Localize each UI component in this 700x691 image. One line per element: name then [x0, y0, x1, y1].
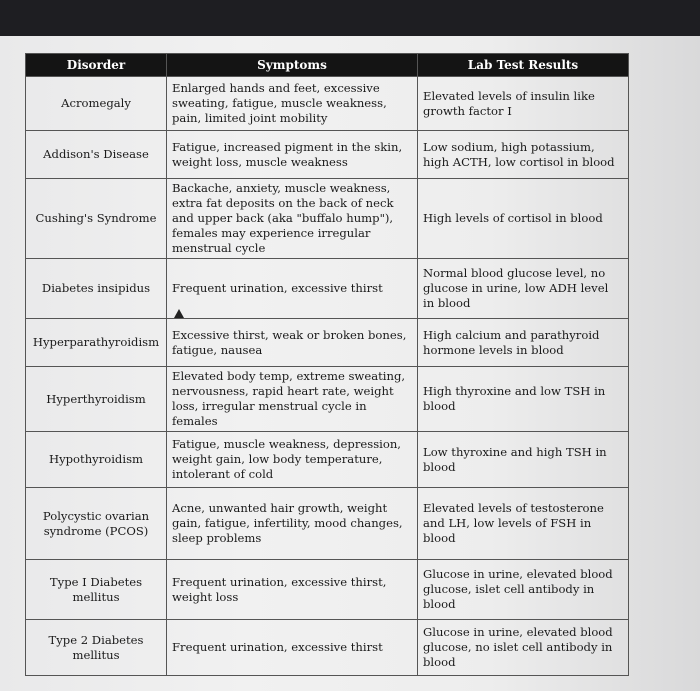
table-row [26, 560, 629, 620]
symptoms-cell: Fatigue, muscle weakness, depression, weight gain, low body temperature, intolerant of cold [167, 432, 418, 488]
lab-results-cell: Glucose in urine, elevated blood glucose, no islet cell antibody in blood [418, 620, 629, 676]
disorder-cell: Type I Diabetes mellitus [26, 560, 167, 620]
symptoms-cell: Frequent urination, excessive thirst, weight loss [167, 560, 418, 620]
table-row [26, 179, 629, 259]
header-symptoms: Symptoms [167, 54, 418, 77]
table-row [26, 131, 629, 179]
table-row [26, 620, 629, 676]
table-row [26, 319, 629, 367]
symptoms-cell: Elevated body temp, extreme sweating, nervousness, rapid heart rate, weight loss, irregular menstrual cycle in females [167, 367, 418, 432]
symptoms-cell: Excessive thirst, weak or broken bones, fatigue, nausea [167, 319, 418, 367]
table-row [26, 367, 629, 432]
symptoms-cell: Backache, anxiety, muscle weakness, extra fat deposits on the back of neck and upper back (aka "buffalo hump"), females may experience irregular menstrual cycle [167, 179, 418, 259]
symptoms-cell: Enlarged hands and feet, excessive sweating, fatigue, muscle weakness, pain, limited joint mobility [167, 77, 418, 131]
disorder-cell: Polycystic ovarian syndrome (PCOS) [26, 488, 167, 560]
lab-results-cell: High levels of cortisol in blood [418, 179, 629, 259]
symptoms-cell: Acne, unwanted hair growth, weight gain, fatigue, infertility, mood changes, sleep problems [167, 488, 418, 560]
disorder-cell: Addison's Disease [26, 131, 167, 179]
symptoms-cell: Fatigue, increased pigment in the skin, weight loss, muscle weakness [167, 131, 418, 179]
table-row [26, 259, 629, 319]
disorder-cell: Type 2 Diabetes mellitus [26, 620, 167, 676]
table-header-row [26, 54, 629, 77]
disorder-cell: Hypothyroidism [26, 432, 167, 488]
lab-results-cell: Low thyroxine and high TSH in blood [418, 432, 629, 488]
symptoms-cell: Frequent urination, excessive thirst [167, 620, 418, 676]
mouse-cursor-icon [174, 309, 184, 318]
lab-results-cell: Glucose in urine, elevated blood glucose, islet cell antibody in blood [418, 560, 629, 620]
header-lab-results: Lab Test Results [418, 54, 629, 77]
disorder-cell: Cushing's Syndrome [26, 179, 167, 259]
lab-results-cell: High thyroxine and low TSH in blood [418, 367, 629, 432]
table-row [26, 432, 629, 488]
disorder-cell: Hyperparathyroidism [26, 319, 167, 367]
table-row [26, 77, 629, 131]
lab-results-cell: Low sodium, high potassium, high ACTH, low cortisol in blood [418, 131, 629, 179]
lab-results-cell: Elevated levels of insulin like growth factor I [418, 77, 629, 131]
lab-results-cell: Normal blood glucose level, no glucose in urine, low ADH level in blood [418, 259, 629, 319]
table-row [26, 488, 629, 560]
disorder-cell: Hyperthyroidism [26, 367, 167, 432]
lab-results-cell: Elevated levels of testosterone and LH, low levels of FSH in blood [418, 488, 629, 560]
disorder-cell: Acromegaly [26, 77, 167, 131]
endocrine-disorders-table [25, 53, 629, 676]
disorder-cell: Diabetes insipidus [26, 259, 167, 319]
lab-results-cell: High calcium and parathyroid hormone levels in blood [418, 319, 629, 367]
symptoms-cell: Frequent urination, excessive thirst [167, 259, 418, 319]
header-disorder: Disorder [26, 54, 167, 77]
